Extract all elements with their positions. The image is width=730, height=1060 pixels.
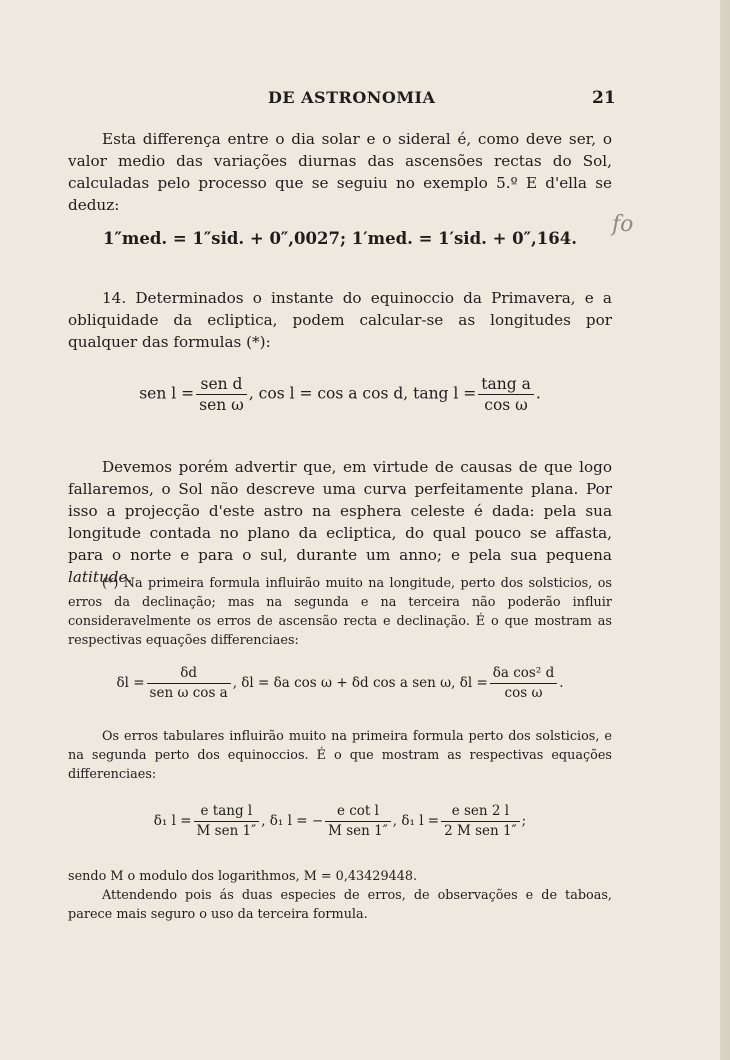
footnote-equation-1 — [68, 666, 612, 701]
running-title: DE ASTRONOMIA — [268, 88, 436, 107]
paragraph-1: Esta differença entre o dia solar e o sideral é, como deve ser, o valor medio das variações diurnas das ascensões rectas do Sol, calculadas pelo processo que se seguiu no exemplo 5.º E d'ella se deduz: — [68, 130, 612, 214]
denominator: cos ω — [484, 396, 528, 414]
footnote-equation-2 — [68, 804, 612, 839]
paragraph-3-text: Devemos porém advertir que, em virtude de causas de que logo fallaremos, o Sol não descreve uma curva perfeitamente plana. Por isso a projecção d'este astro na esphera celeste é dada: pela sua longitude contada no plano da ecliptica, do qual pouco se affasta, para o norte e para o sul, durante um anno; e pela sua pequena — [68, 458, 612, 564]
fraction-ecot — [325, 804, 391, 839]
feq2-end: ; — [521, 813, 527, 829]
equation-longitude-formulas — [68, 376, 612, 413]
denominator: M sen 1″ — [328, 823, 388, 839]
numerator: sen d — [196, 376, 247, 395]
numerator: tang a — [478, 376, 534, 395]
footnote-4: Attendendo pois ás duas especies de erros, de observações e de taboas, parece mais seguro o uso da terceira formula. — [68, 888, 612, 922]
eq2-end: . — [535, 384, 541, 403]
numerator: e cot l — [325, 804, 391, 822]
page-edge — [722, 0, 730, 1060]
fraction-sen-d — [196, 376, 247, 413]
footnote-3: sendo M o modulo dos logarithmos, M = 0,43429448. — [68, 869, 418, 884]
denominator: sen ω cos a — [149, 685, 228, 701]
eq2-middle: , cos l = cos a cos d, tang l = — [248, 384, 477, 403]
feq1-middle: , δl = δa cos ω + δd cos a sen ω, δl = — [232, 675, 488, 691]
feq1-end: . — [559, 675, 564, 691]
feq2-a-lhs: δ₁ l = — [153, 813, 192, 829]
paragraph-3-italic: latitude. — [68, 568, 133, 586]
numerator: e tang l — [194, 804, 260, 822]
eq2-lhs: sen l = — [139, 384, 195, 403]
fraction-etang — [194, 804, 260, 839]
feq2-c-lhs: , δ₁ l = — [392, 813, 440, 829]
margin-annotation: fo — [612, 212, 634, 237]
feq2-b-lhs: , δ₁ l = − — [261, 813, 324, 829]
numerator: δd — [147, 666, 231, 684]
page-number: 21 — [592, 88, 616, 108]
page-header — [0, 88, 722, 114]
feq1-lhs: δl = — [116, 675, 145, 691]
numerator: δa cos² d — [490, 666, 557, 684]
footnote-2: Os erros tabulares influirão muito na primeira formula perto dos solsticios, e na segunda perto dos equinoccios. É o que mostram as respectivas equações differenciaes: — [68, 729, 612, 782]
denominator: M sen 1″ — [196, 823, 257, 839]
fraction-esen — [441, 804, 520, 839]
numerator: e sen 2 l — [441, 804, 520, 822]
denominator: sen ω — [199, 396, 244, 414]
paragraph-3 — [68, 456, 612, 588]
denominator: 2 M sen 1″ — [444, 823, 517, 839]
paragraph-2: 14. Determinados o instante do equinoccio da Primavera, e a obliquidade da ecliptica, podem calcular-se as longitudes por qualquer das formulas (*): — [68, 289, 612, 351]
fraction-tang-a — [478, 376, 534, 413]
fraction-da — [490, 666, 557, 701]
footnote-1: (*) Na primeira formula influirão muito na longitude, perto dos solsticios, os erros da declinação; mas na segunda e na terceira não poderão influir consideravelmente os erros de ascensão recta e declinação. É o que mostram as respectivas equações differenciaes: — [68, 576, 612, 648]
denominator: cos ω — [504, 685, 543, 701]
equation-time-conversion: 1″med. = 1″sid. + 0″,0027; 1′med. = 1′sid. + 0″,164. — [103, 229, 577, 248]
fraction-dd — [147, 666, 231, 701]
